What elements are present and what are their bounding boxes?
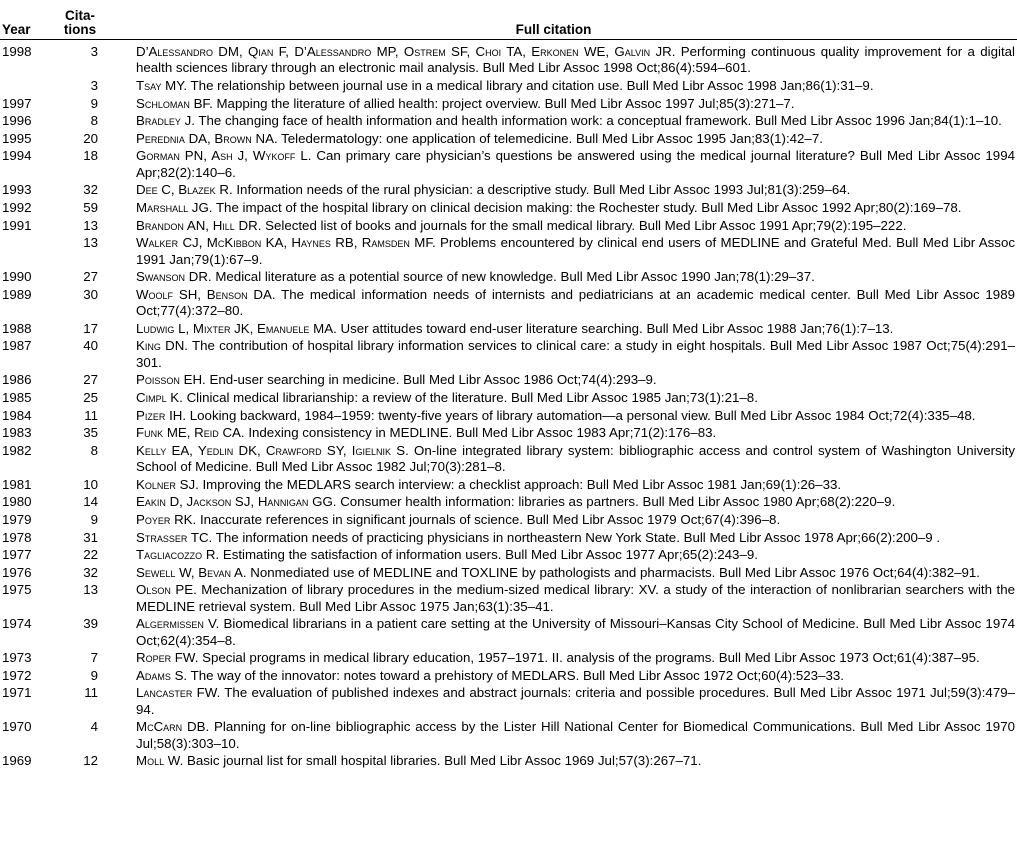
table-row: [0, 131, 1017, 147]
citation-authors: Tagliacozzo R.: [136, 547, 220, 563]
row-citations: 11: [84, 685, 98, 701]
row-year: 1979: [2, 511, 32, 527]
citation-text: Performing continuous quality improvement for a digital health sciences library through an electronic mail analysis. Bull Med Libr Assoc 1998 Oct;86(4):594–601.: [136, 44, 1015, 76]
row-full-citation: [98, 131, 1017, 147]
row-citations: 17: [83, 320, 98, 336]
row-citations: 30: [83, 286, 98, 302]
table-row: [0, 477, 1017, 493]
row-full-citation: [98, 494, 1017, 510]
row-citations: 13: [83, 582, 98, 598]
citation-text: The contribution of hospital library information services to clinical care: a study in eight hospitals. Bull Med Libr Assoc 1987 Oct;75(4):291–301.: [136, 338, 1016, 370]
table-row: [0, 287, 1017, 320]
row-year: 1997: [2, 95, 32, 111]
citation-authors: Funk ME, Reid CA.: [136, 425, 245, 441]
table-row: [0, 616, 1017, 649]
row-year: 1988: [2, 320, 32, 336]
row-full-citation: [98, 96, 1017, 112]
table-row: [0, 321, 1017, 337]
row-citations: 8: [90, 113, 98, 129]
header-citations-line2: tions: [63, 22, 97, 37]
row-year: 1995: [2, 130, 32, 146]
row-citations: 8: [90, 442, 98, 458]
table-row: [0, 96, 1017, 112]
citation-text: The information needs of practicing physicians in northeastern New York State. Bull Med Libr Assoc 1978 Apr;66(2):200–9 .: [212, 529, 941, 545]
row-citations: 31: [83, 529, 98, 545]
citation-authors: Swanson DR.: [136, 269, 212, 285]
citation-text: Consumer health information: libraries as partners. Bull Med Libr Assoc 1980 Apr;68(2):220–9.: [336, 494, 896, 510]
row-year: 1970: [2, 719, 32, 735]
row-year: 1981: [2, 476, 32, 492]
citation-authors: Kelly EA, Yedlin DK, Crawford SY, Igielnik S.: [136, 442, 409, 458]
table-row: [0, 148, 1017, 181]
table-row: [0, 582, 1017, 615]
row-full-citation: [98, 668, 1017, 684]
row-full-citation: [98, 753, 1017, 769]
row-year: 1983: [2, 425, 32, 441]
citation-authors: Woolf SH, Benson DA.: [136, 286, 276, 302]
row-full-citation: [98, 547, 1017, 563]
table-row: [0, 685, 1017, 718]
row-year: 1987: [2, 338, 32, 354]
row-year: [0, 78, 42, 94]
row-citations: 20: [83, 130, 98, 146]
row-citations: 40: [83, 338, 98, 354]
table-row: [0, 668, 1017, 684]
table-row: [0, 390, 1017, 406]
citation-text: The medical information needs of internists and pediatricians at an academic medical center. Bull Med Libr Assoc 1989 Oct;77(4):372–80.: [136, 286, 1015, 319]
citation-text: End-user searching in medicine. Bull Med Libr Assoc 1986 Oct;74(4):293–9.: [205, 372, 657, 388]
row-year: 1993: [2, 182, 32, 198]
row-year: 1989: [2, 286, 32, 302]
citation-authors: Schloman BF.: [136, 95, 213, 111]
row-year: 1994: [2, 148, 32, 164]
citation-authors: D’Alessandro DM, Qian F, D’Alessandro MP, Ostrem SF, Choi TA, Erkonen WE, Galvin JR.: [136, 44, 676, 59]
row-full-citation: [98, 565, 1017, 581]
citation-authors: Cimpl K.: [136, 389, 183, 405]
row-full-citation: [98, 287, 1017, 320]
table-row: [0, 269, 1017, 285]
row-full-citation: [98, 616, 1017, 649]
citation-authors: Marshall JG.: [136, 199, 213, 215]
citation-authors: Gorman PN, Ash J, Wykoff L.: [136, 148, 312, 164]
citation-text: Medical literature as a potential source of new knowledge. Bull Med Libr Assoc 1990 Jan;78(1):29–37.: [211, 269, 815, 285]
table-row: [0, 443, 1017, 476]
row-year: 1969: [2, 753, 32, 769]
citation-authors: Ludwig L, Mixter JK, Emanuele MA.: [136, 320, 337, 336]
row-year: 1992: [2, 199, 32, 215]
table-row: [0, 200, 1017, 216]
table-row: [0, 372, 1017, 388]
citation-authors: Kolner SJ.: [136, 476, 199, 492]
row-full-citation: [98, 650, 1017, 666]
citation-text: Selected list of books and journals for the small medical library. Bull Med Libr Assoc 1991 Apr;79(2):195–222.: [261, 217, 907, 233]
row-year: 1975: [2, 582, 32, 598]
citation-text: Mapping the literature of allied health: project overview. Bull Med Libr Assoc 1997 Jul;85(3):271–7.: [212, 95, 795, 111]
row-full-citation: [98, 148, 1017, 181]
header-year: Year: [2, 22, 31, 37]
citation-text: Inaccurate references in significant journals of science. Bull Med Libr Assoc 1979 Oct;67(4):396–8.: [196, 511, 781, 527]
row-year: 1977: [2, 547, 32, 563]
row-citations: 32: [83, 564, 98, 580]
header-full-citation: Full citation: [515, 22, 592, 37]
citation-authors: Poisson EH.: [136, 372, 206, 388]
row-full-citation: [98, 235, 1017, 268]
citation-authors: Perednia DA, Brown NA.: [136, 130, 278, 146]
table-header: [0, 0, 1017, 40]
citation-text: Can primary care physician’s questions be answered using the medical journal literature? Bull Med Libr Assoc 1994 Apr;82(2):140–6.: [136, 148, 1015, 180]
citation-authors: McCarn DB.: [136, 719, 210, 735]
row-full-citation: [98, 218, 1017, 234]
citation-text: Biomedical librarians in a patient care setting at the University of Missouri–Kansas City School of Medicine. Bull Med Libr Assoc 1974 Oct;62(4):354–8.: [136, 616, 1016, 648]
table-row: [0, 530, 1017, 546]
table-body: [0, 40, 1017, 770]
row-citations: 7: [90, 650, 98, 666]
table-row: [0, 78, 1017, 94]
row-citations: 39: [83, 616, 98, 632]
citation-authors: King DN.: [136, 338, 189, 354]
citation-authors: Olson PE.: [136, 582, 197, 598]
row-citations: 4: [90, 719, 98, 735]
row-year: 1973: [2, 650, 32, 666]
row-full-citation: [98, 321, 1017, 337]
row-full-citation: [98, 425, 1017, 441]
citation-text: The way of the innovator: notes toward a prehistory of MEDLARS. Bull Med Libr Assoc 1972 Oct;60(4):523–33.: [187, 667, 844, 683]
row-full-citation: [98, 685, 1017, 718]
citation-authors: Eakin D, Jackson SJ, Hannigan GG.: [136, 494, 337, 510]
row-full-citation: [98, 582, 1017, 615]
citation-text: Planning for on-line bibliographic access by the Lister Hill National Center for Biomedical Communications. Bull Med Libr Assoc 1970 Jul;58(3):303–10.: [136, 719, 1015, 751]
citation-text: Information needs of the rural physician: a descriptive study. Bull Med Libr Assoc 1993 Jul;81(3):259–64.: [232, 182, 851, 198]
citation-text: The changing face of health information and health information work: a conceptual framework. Bull Med Libr Assoc 1996 Jan;84(1):1–10.: [194, 113, 1002, 129]
citation-authors: Adams S.: [136, 667, 188, 683]
row-year: 1980: [2, 494, 32, 510]
table-row: [0, 719, 1017, 752]
table-row: [0, 113, 1017, 129]
row-year: 1972: [2, 667, 32, 683]
citation-text: Problems encountered by clinical end users of MEDLINE and Grateful Med. Bull Med Libr Assoc 1991 Jan;79(1):67–9.: [136, 235, 1015, 267]
row-citations: 32: [83, 182, 98, 198]
row-citations: 14: [83, 494, 98, 510]
citation-text: Indexing consistency in MEDLINE. Bull Med Libr Assoc 1983 Apr;71(2):176–83.: [244, 425, 717, 441]
row-citations: 13: [83, 235, 98, 251]
table-row: [0, 547, 1017, 563]
citation-authors: Walker CJ, McKibbon KA, Haynes RB, Ramsden MF.: [136, 235, 436, 251]
row-full-citation: [98, 530, 1017, 546]
row-citations: 11: [84, 407, 98, 423]
row-year: 1986: [2, 372, 32, 388]
citation-authors: Dee C, Blazek R.: [136, 182, 233, 198]
citation-authors: Sewell W, Bevan A.: [136, 564, 247, 580]
row-year: 1978: [2, 529, 32, 545]
citation-authors: Brandon AN, Hill DR.: [136, 217, 262, 233]
row-citations: 9: [90, 95, 98, 111]
row-citations: 10: [83, 476, 98, 492]
table-row: [0, 182, 1017, 198]
citation-text: The relationship between journal use in a medical library and citation use. Bull Med Libr Assoc 1998 Jan;86(1):31–9.: [187, 78, 874, 93]
header-citations-line1: Cita-: [65, 8, 95, 23]
citation-authors: Pizer IH.: [136, 407, 187, 423]
table-row: [0, 408, 1017, 424]
row-full-citation: [98, 269, 1017, 285]
row-full-citation: [98, 182, 1017, 198]
row-full-citation: [98, 78, 1017, 94]
citation-text: Clinical medical librarianship: a review of the literature. Bull Med Libr Assoc 1985 Jan;73(1):21–8.: [182, 389, 758, 405]
citation-text: The impact of the hospital library on clinical decision making: the Rochester study. Bull Med Libr Assoc 1992 Apr;80(2):169–78.: [212, 199, 962, 215]
citation-authors: Moll W.: [136, 753, 184, 769]
row-full-citation: [98, 443, 1017, 476]
citation-text: Basic journal list for small hospital libraries. Bull Med Libr Assoc 1969 Jul;57(3):267–71.: [183, 753, 702, 769]
row-full-citation: [98, 372, 1017, 388]
table-row: [0, 425, 1017, 441]
row-full-citation: [98, 44, 1017, 77]
row-full-citation: [98, 113, 1017, 129]
citation-authors: Strasser TC.: [136, 529, 213, 545]
header-citations: [42, 9, 110, 37]
table-row: [0, 494, 1017, 510]
citation-authors: Tsay MY.: [136, 78, 188, 93]
row-citations: 13: [83, 217, 98, 233]
row-year: 1996: [2, 113, 32, 129]
citation-authors: Roper FW.: [136, 650, 199, 666]
row-citations: 27: [83, 372, 98, 388]
table-row: [0, 650, 1017, 666]
citation-text: Mechanization of library procedures in the medium-sized medical library: XV. a study of the interaction of nonlibrarian searchers with the MEDLINE retrieval system. Bull Med Libr Assoc 1975 Jan;63(1):35–41.: [136, 582, 1015, 614]
row-full-citation: [98, 719, 1017, 752]
row-year: 1998: [2, 44, 32, 59]
citation-text: Estimating the satisfaction of information users. Bull Med Libr Assoc 1977 Apr;65(2):243–9.: [219, 547, 758, 563]
citation-text: The evaluation of published indexes and abstract journals: criteria and possible procedures. Bull Med Libr Assoc 1971 Jul;59(3):479–94.: [136, 685, 1016, 717]
row-year: 1984: [2, 407, 32, 423]
row-year: 1976: [2, 564, 32, 580]
row-citations: 59: [83, 199, 98, 215]
row-year: 1985: [2, 389, 32, 405]
row-year: 1971: [2, 685, 32, 701]
row-citations: 25: [83, 389, 98, 405]
table-row: [0, 512, 1017, 528]
table-row: [0, 565, 1017, 581]
citation-text: Nonmediated use of MEDLINE and TOXLINE by pathologists and pharmacists. Bull Med Libr Assoc 1976 Oct;64(4):382–91.: [246, 564, 980, 580]
row-citations: 35: [83, 425, 98, 441]
citation-text: Looking backward, 1984–1959: twenty-five years of library automation—a personal view. Bull Med Libr Assoc 1984 Oct;72(4):335–48.: [186, 407, 976, 423]
citation-authors: Bradley J.: [136, 113, 195, 129]
row-year: 1982: [2, 442, 32, 458]
row-full-citation: [98, 338, 1017, 371]
row-full-citation: [98, 200, 1017, 216]
row-citations: 12: [83, 753, 98, 769]
table-row: [0, 338, 1017, 371]
row-full-citation: [98, 408, 1017, 424]
row-full-citation: [98, 512, 1017, 528]
citation-authors: Algermissen V.: [136, 616, 220, 632]
table-row: [0, 753, 1017, 769]
row-citations: 9: [90, 511, 98, 527]
table-row: [0, 235, 1017, 268]
row-full-citation: [98, 477, 1017, 493]
citation-text: On-line integrated library system: bibliographic access and control system of Washington University School of Medicine. Bull Med Libr Assoc 1982 Jul;70(3):281–8.: [136, 442, 1016, 475]
citation-text: User attitudes toward end-user literature searching. Bull Med Libr Assoc 1988 Jan;76(1):7–13.: [336, 320, 894, 336]
citation-text: Teledermatology: one application of telemedicine. Bull Med Libr Assoc 1995 Jan;83(1):42–7.: [277, 130, 823, 146]
row-citations: 3: [90, 44, 98, 59]
row-citations: 9: [90, 667, 98, 683]
table-row: [0, 44, 1017, 77]
row-year: 1991: [2, 217, 32, 233]
row-citations: 27: [83, 269, 98, 285]
table-row: [0, 218, 1017, 234]
row-citations: 22: [83, 547, 98, 563]
row-full-citation: [98, 390, 1017, 406]
citation-authors: Poyer RK.: [136, 511, 197, 527]
citation-authors: Lancaster FW.: [136, 685, 221, 701]
citation-text: Special programs in medical library education, 1957–1971. II. analysis of the programs. Bull Med Libr Assoc 1973 Oct;61(4):387–95.: [198, 650, 980, 666]
row-year: 1974: [2, 616, 32, 632]
citation-text: Improving the MEDLARS search interview: a checklist approach: Bull Med Libr Assoc 1981 Jan;69(1):26–33.: [198, 476, 842, 492]
row-year: 1990: [2, 269, 32, 285]
row-citations: 3: [90, 78, 98, 93]
row-citations: 18: [83, 148, 98, 164]
row-year: [0, 235, 42, 268]
